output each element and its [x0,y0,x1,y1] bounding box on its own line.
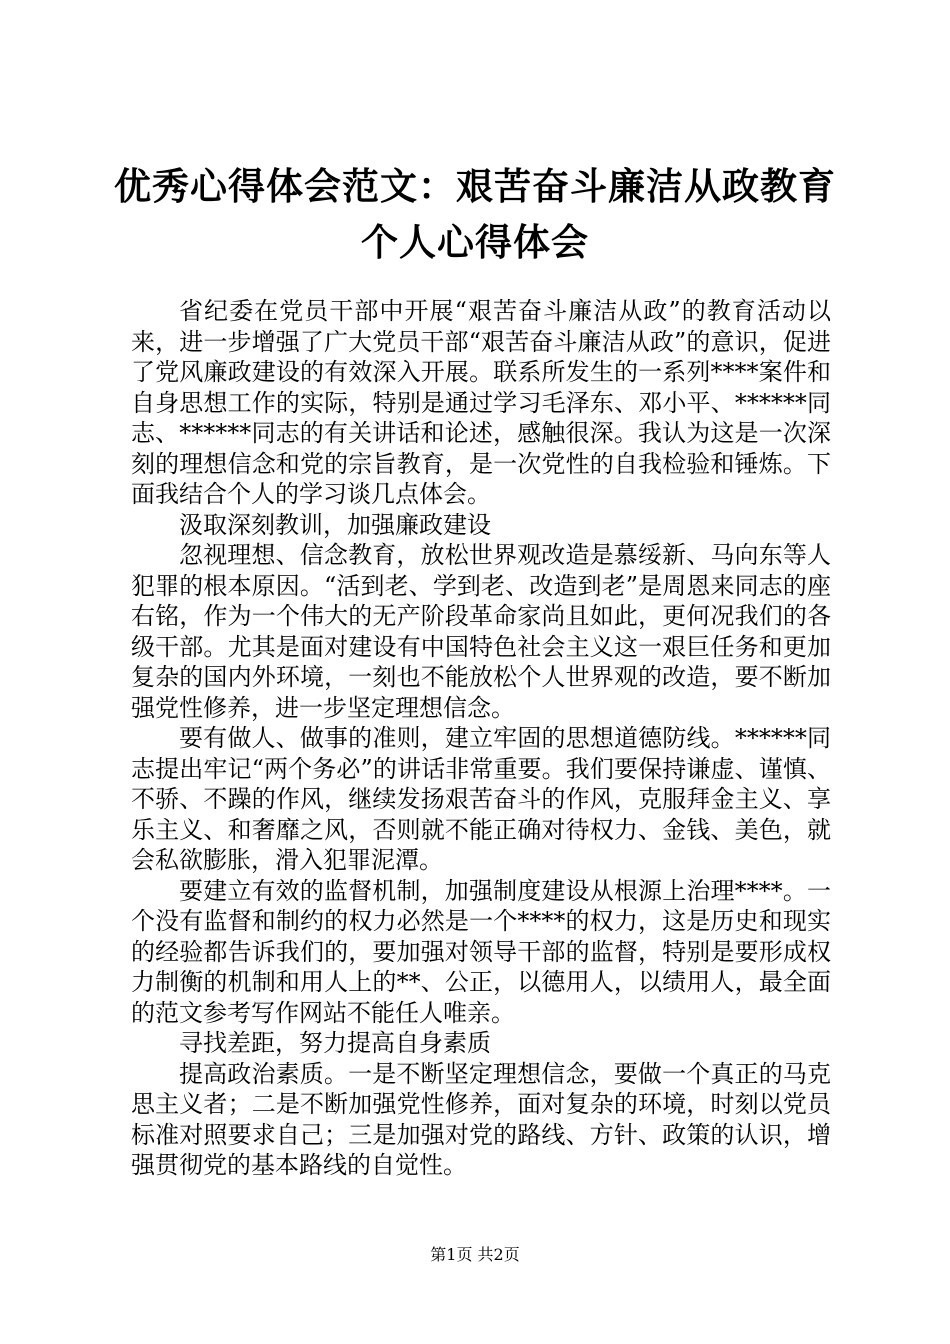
paragraph: 省纪委在党员干部中开展“艰苦奋斗廉洁从政”的教育活动以来，进一步增强了广大党员干部“艰苦奋斗廉洁从政”的意识，促进了党风廉政建设的有效深入开展。联系所发生的一系列****案件和自身思想工作的实际，特别是通过学习毛泽东、邓小平、******同志、******同志的有关讲话和论述，感触很深。我认为这是一次深刻的理想信念和党的宗旨教育，是一次党性的自我检验和锤炼。下面我结合个人的学习谈几点体会。 [131,297,831,508]
section-heading: 汲取深刻教训，加强廉政建设 [179,510,491,539]
page-footer: 第1页 共2页 [430,1245,520,1264]
document-title: 优秀心得体会范文：艰苦奋斗廉洁从政教育个人心得体会 [114,164,836,264]
paragraph: 忽视理想、信念教育，放松世界观改造是慕绥新、马向东等人犯罪的根本原因。“活到老、学到老、改造到老”是周恩来同志的座右铭，作为一个伟大的无产阶段革命家尚且如此，更何况我们的各级干部。尤其是面对建设有中国特色社会主义这一艰巨任务和更加复杂的国内外环境，一刻也不能放松个人世界观的改造，要不断加强党性修养，进一步坚定理想信念。 [131,541,831,722]
paragraph: 提高政治素质。一是不断坚定理想信念，要做一个真正的马克思主义者；二是不断加强党性修养，面对复杂的环境，时刻以党员标准对照要求自己；三是加强对党的路线、方针、政策的认识，增强贯彻党的基本路线的自觉性。 [131,1059,831,1179]
document-body [131,296,831,1181]
section-heading: 寻找差距，努力提高自身素质 [179,1029,491,1057]
paragraph: 要有做人、做事的准则，建立牢固的思想道德防线。******同志提出牢记“两个务必”的讲话非常重要。我们要保持谦虚、谨慎、不骄、不躁的作风，继续发扬艰苦奋斗的作风，克服拜金主义、享乐主义、和奢靡之风，否则就不能正确对待权力、金钱、美色，就会私欲膨胀，滑入犯罪泥潭。 [131,724,831,874]
paragraph: 要建立有效的监督机制，加强制度建设从根源上治理****。一个没有监督和制约的权力必然是一个****的权力，这是历史和现实的经验都告诉我们的，要加强对领导干部的监督，特别是要形成权力制衡的机制和用人上的**、公正，以德用人，以绩用人，最全面的范文参考写作网站不能任人唯亲。 [131,876,831,1027]
